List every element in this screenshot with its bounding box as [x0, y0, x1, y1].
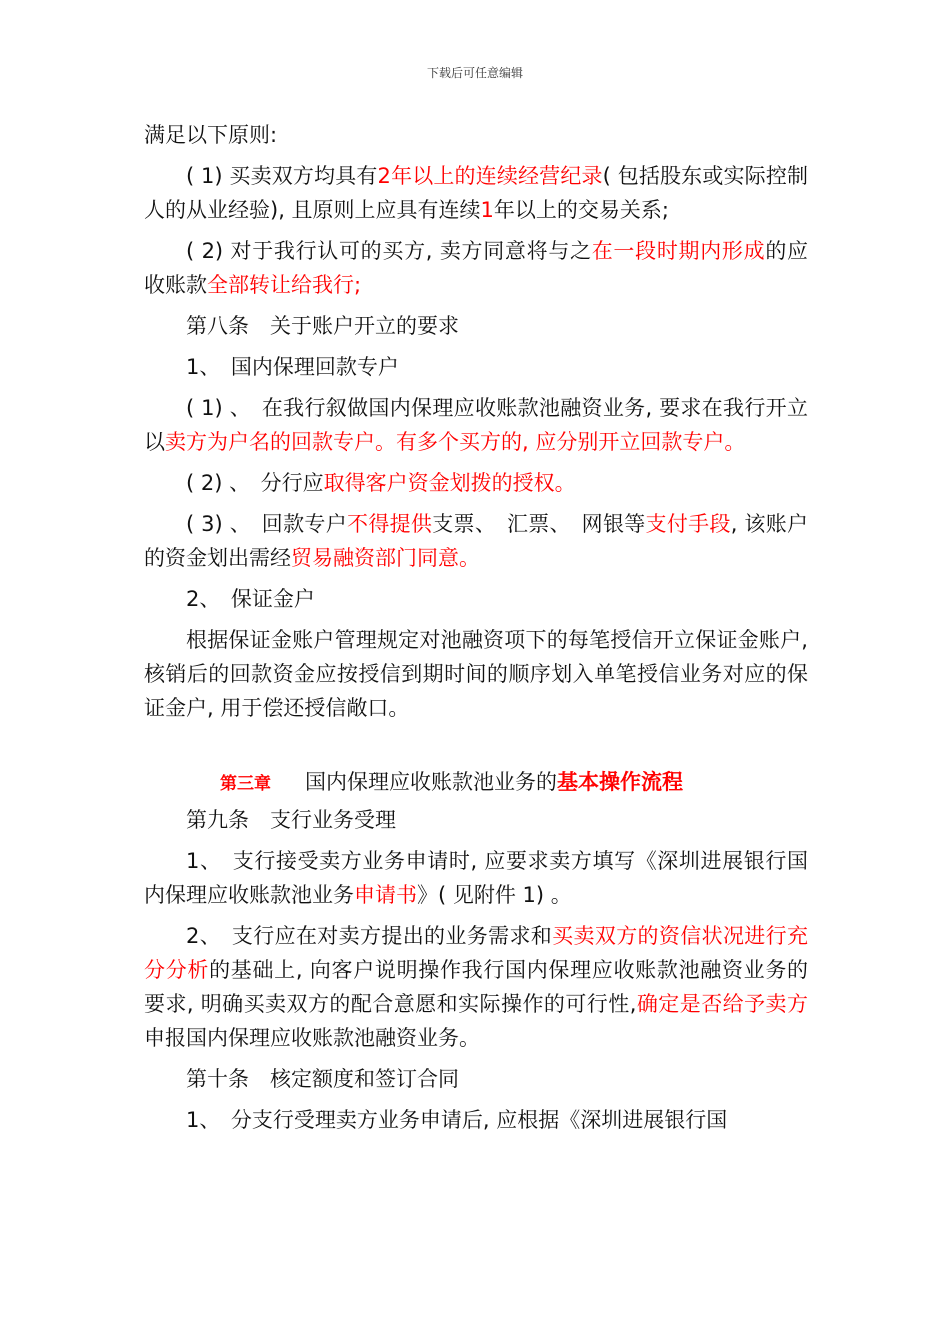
text-run: 1、 分支行受理卖方业务申请后, 应根据《深圳进展银行国: [186, 1108, 728, 1132]
chapter-heading: [144, 765, 808, 801]
text-run: 1、 支行接受卖方业务申请时, 应要求卖方填写《深圳进展银行国内保理应收账款池业务: [144, 849, 808, 907]
paragraph: [144, 350, 808, 384]
text-run: 2、 支行应在对卖方提出的业务需求和: [186, 924, 553, 948]
text-run: 第十条 核定额度和签订合同: [186, 1067, 459, 1091]
paragraph: [144, 118, 808, 152]
paragraph: [144, 309, 808, 343]
paragraph: [144, 466, 808, 500]
text-run: 的基础上, 向客户说明操作我行国内保理应收账款池融资业务的要求, 明确买卖双方的配合意愿和实际操作的可行性,: [144, 958, 809, 1016]
highlighted-text: 在一段时期内形成: [591, 239, 766, 263]
section-before-chapter: [144, 118, 808, 725]
chapter-label: 第三章: [220, 774, 271, 794]
text-run: ( 3) 、 回款专户: [186, 512, 348, 536]
paragraph: [144, 159, 808, 227]
highlighted-text: 取得客户资金划拨的授权。: [323, 471, 576, 495]
text-run: , 该账户的资金划出需经: [144, 512, 809, 570]
highlighted-text: 贸易融资部门同意。: [291, 546, 480, 570]
text-run: 根据保证金账户管理规定对池融资项下的每笔授信开立保证金账户, 核销后的回款资金应按授信到期时间的顺序划入单笔授信业务对应的保证金户, 用于偿还授信敞口。: [144, 628, 808, 720]
highlighted-text: 全部转让给我行;: [207, 273, 362, 297]
paragraph: [144, 803, 808, 837]
text-run: ( 2) 对于我行认可的买方, 卖方同意将与之: [186, 239, 592, 263]
paragraph: [144, 919, 808, 1055]
paragraph: [144, 844, 808, 912]
highlighted-text: 不得提供: [347, 512, 433, 536]
text-run: 1、 国内保理回款专户: [186, 355, 399, 379]
page-header: 下载后可任意编辑: [426, 66, 523, 80]
text-run: 满足以下原则:: [144, 123, 278, 147]
highlighted-text: 支付手段: [645, 512, 731, 536]
paragraph: [144, 507, 808, 575]
document-body: [144, 118, 808, 1144]
text-run: 第八条 关于账户开立的要求: [186, 314, 459, 338]
highlighted-text: 确定是否给予卖方: [636, 992, 808, 1016]
paragraph: [144, 582, 808, 616]
text-run: 年以上的交易关系;: [493, 198, 669, 222]
text-run: ( 1) 、 在我行叙做国内保理应收账款池融资业务, 要求在我行开立以: [144, 396, 808, 454]
text-run: ( 2) 、 分行应: [186, 471, 324, 495]
chapter-title-highlight: 基本操作流程: [557, 770, 683, 794]
text-run: 2、 保证金户: [186, 587, 315, 611]
text-run: 的应收账款: [144, 239, 809, 297]
text-run: ( 包括股东或实际控制人的从业经验), 且原则上应具有连续: [144, 164, 808, 222]
text-run: ( 1) 买卖双方均具有: [186, 164, 378, 188]
highlighted-text: 申请书: [354, 883, 417, 907]
paragraph: [144, 234, 808, 302]
highlighted-text: 卖方为户名的回款专户。有多个买方的, 应分别开立回款专户。: [165, 430, 746, 454]
paragraph: [144, 391, 808, 459]
chapter-title-plain: 国内保理应收账款池业务的: [305, 770, 557, 794]
text-run: 第九条 支行业务受理: [186, 808, 396, 832]
highlighted-text: 1: [480, 198, 494, 222]
paragraph: [144, 1103, 808, 1137]
paragraph: [144, 1062, 808, 1096]
highlighted-text: 买卖双方的资信状况进行充分分析: [144, 924, 809, 982]
section-after-chapter: [144, 803, 808, 1137]
paragraph: [144, 623, 808, 725]
text-run: 支票、 汇票、 网银等: [432, 512, 646, 536]
text-run: 》( 见附件 1) 。: [417, 883, 572, 907]
highlighted-text: 2年以上的连续经营纪录: [377, 164, 603, 188]
text-run: 申报国内保理应收账款池融资业务。: [144, 1026, 480, 1050]
